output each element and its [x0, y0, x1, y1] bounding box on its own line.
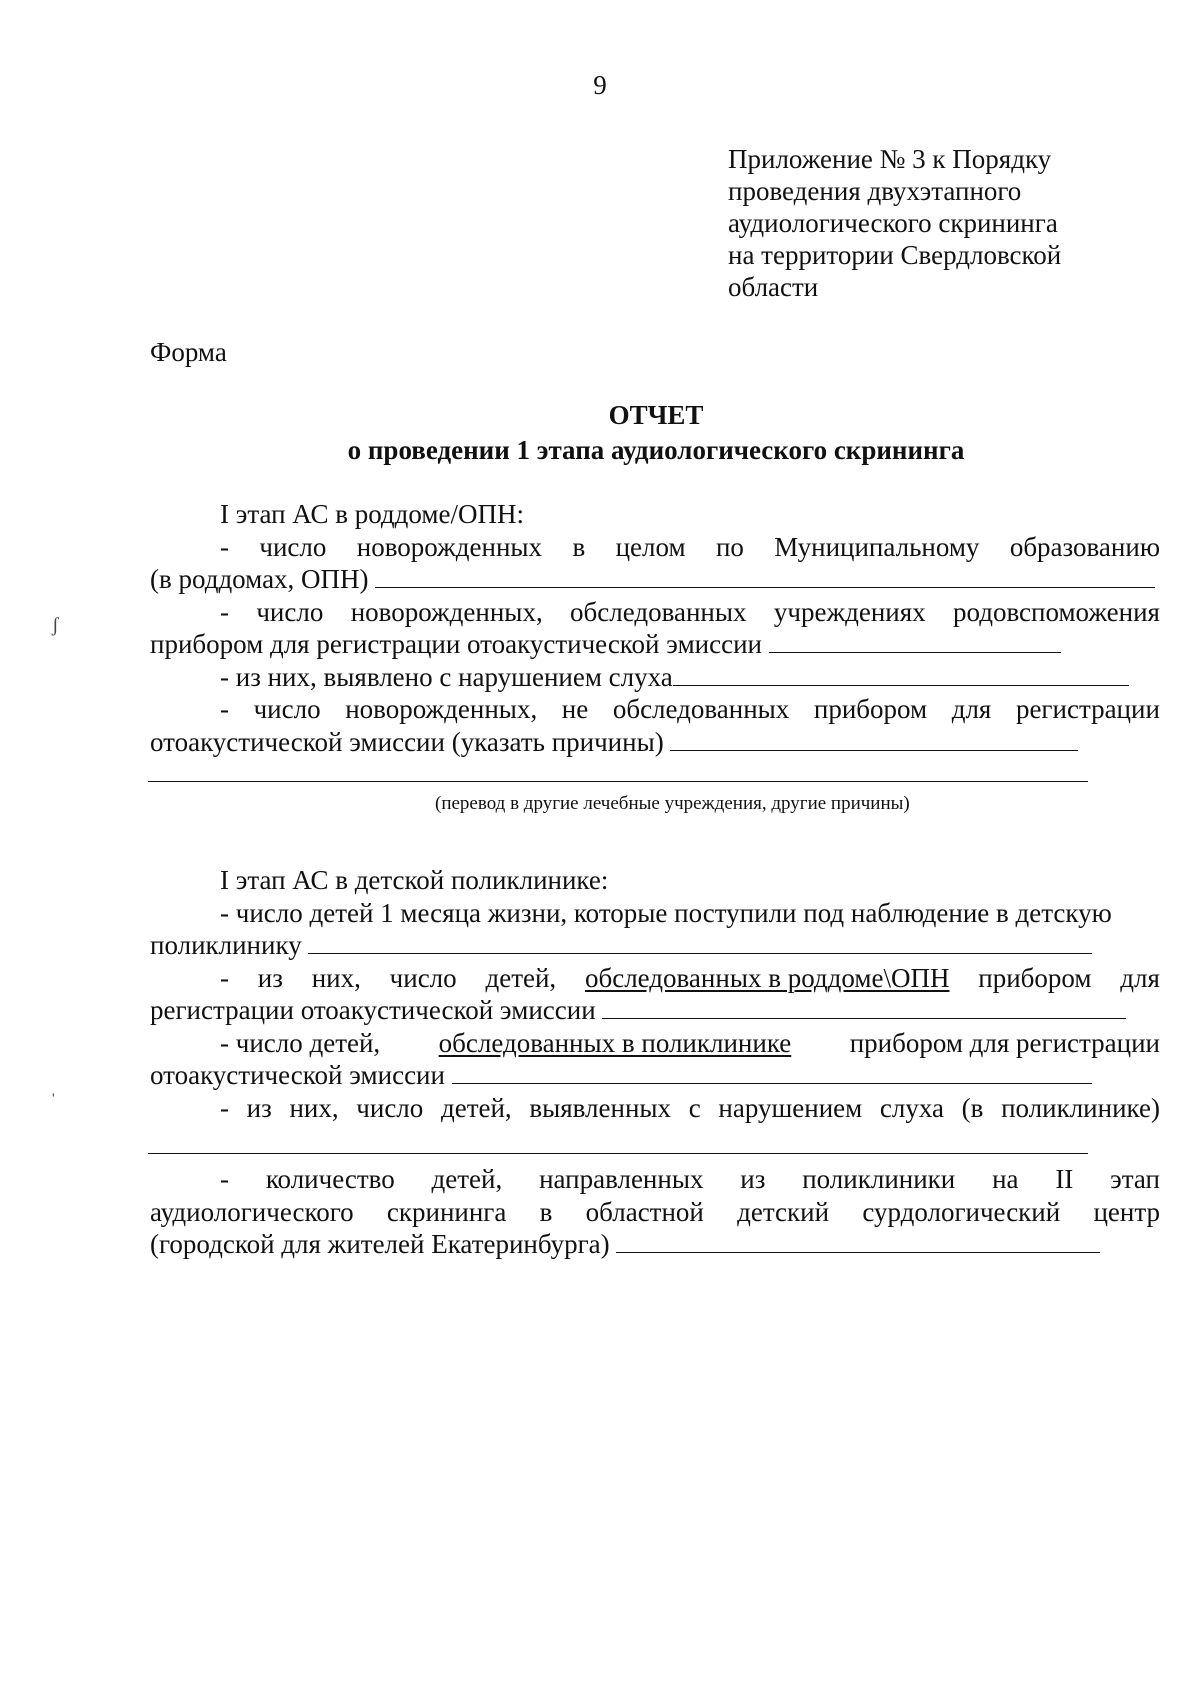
section-referral [150, 1163, 1160, 1261]
item-text: - число детей 1 месяца жизни, которые поступили под наблюдение в детскую [220, 897, 1112, 928]
appendix-line: аудиологического скрининга [728, 208, 1058, 238]
word: новорожденных, [345, 694, 538, 724]
answer-blank[interactable] [602, 998, 1126, 1019]
word: число [256, 596, 324, 627]
word: родовспоможения [952, 596, 1160, 627]
item-text: поликлинику [150, 930, 302, 960]
word: в [539, 1196, 553, 1227]
word: образованию [1009, 531, 1160, 562]
item-screened-polyclinic-line1 [150, 1027, 1160, 1060]
section-heading: I этап АС в роддоме/ОПН: [220, 499, 524, 529]
word: в [572, 531, 586, 562]
word: - [220, 1164, 229, 1194]
margin-mark: ʃ [52, 614, 59, 636]
item-text: (в роддомах, ОПН) [150, 564, 369, 594]
form-label: Форма [150, 337, 227, 367]
answer-blank-line[interactable] [148, 1153, 1088, 1154]
word: детей, [440, 1092, 512, 1123]
item-text: отоакустической эмиссии [150, 1060, 445, 1090]
word: целом [615, 531, 686, 562]
word: регистрации [1015, 694, 1160, 724]
word: сурдологический [862, 1196, 1061, 1227]
answer-blank-line[interactable] [148, 781, 1088, 782]
item-text: прибором для регистрации отоакустической эмиссии [150, 629, 762, 659]
word: число [356, 1092, 424, 1123]
word: из [257, 962, 283, 993]
answer-blank[interactable] [769, 632, 1061, 653]
section-maternity [150, 498, 1160, 758]
answer-blank[interactable] [452, 1063, 1092, 1084]
word: прибором [813, 694, 928, 724]
word: детей, [485, 962, 557, 993]
appendix-line: проведения двухэтапного [728, 176, 1022, 206]
item-text: отоакустической эмиссии (указать причины) [150, 726, 664, 757]
word: Муниципальному [774, 531, 980, 562]
word: направленных [539, 1164, 704, 1194]
item-newborns-screened-line2 [150, 628, 1160, 661]
word: аудиологического [150, 1196, 354, 1227]
word: с [688, 1092, 701, 1123]
word: прибором [978, 962, 1092, 993]
word: - [220, 1092, 229, 1123]
word: учреждениях [773, 596, 926, 627]
appendix-line: области [728, 272, 819, 302]
item-children-admitted-line1 [150, 897, 1160, 930]
item-referred-line2 [150, 1196, 1160, 1229]
appendix-line: Приложение № 3 к Порядку [728, 144, 1052, 174]
item-hearing-impaired [150, 661, 1160, 694]
word: поликлинике) [1001, 1092, 1160, 1123]
word: из [740, 1164, 766, 1194]
word: число [253, 694, 321, 724]
item-children-admitted-line2 [150, 929, 1160, 962]
section-heading: I этап АС в детской поликлинике: [220, 865, 609, 895]
item-text: - число детей, [220, 1027, 381, 1058]
item-not-screened-line2 [150, 726, 1160, 759]
word: областной [585, 1196, 704, 1227]
word: этап [1110, 1164, 1160, 1194]
word: не [561, 694, 589, 724]
word: нарушением [718, 1092, 863, 1123]
word: - [220, 596, 229, 627]
word: новорожденных [356, 531, 543, 562]
word: них, [289, 1092, 339, 1123]
word: - [220, 962, 229, 993]
underlined-phrase: обследованных в роддоме\ОПН [584, 962, 950, 993]
word: для [951, 694, 992, 724]
word: (в [961, 1092, 984, 1123]
item-referred-line1 [150, 1163, 1160, 1196]
word: них, [311, 962, 361, 993]
word: из [246, 1092, 272, 1123]
answer-blank[interactable] [670, 730, 1078, 751]
word: скрининга [386, 1196, 507, 1227]
reason-hint: (перевод в другие лечебные учреждения, другие причины) [435, 793, 910, 814]
word: новорожденных, [350, 596, 543, 627]
item-newborns-total-line2 [150, 563, 1160, 596]
word: - [220, 694, 229, 724]
answer-blank[interactable] [673, 665, 1129, 686]
word: число [389, 962, 457, 993]
item-text: - из них, выявлено с нарушением слуха [220, 661, 673, 692]
item-screened-maternity-line2 [150, 994, 1160, 1027]
item-text: регистрации отоакустической эмиссии [150, 995, 596, 1025]
item-newborns-screened-line1 [150, 596, 1160, 629]
word: II [1055, 1164, 1074, 1194]
word: центр [1093, 1196, 1160, 1227]
word: выявленных [529, 1092, 672, 1123]
page-number: 9 [593, 70, 607, 100]
answer-blank[interactable] [616, 1232, 1100, 1253]
word: детский [737, 1196, 830, 1227]
appendix-line: на территории Свердловской [728, 240, 1062, 270]
word: обследованных [570, 596, 747, 627]
answer-blank[interactable] [308, 933, 1092, 954]
word: на [992, 1164, 1019, 1194]
item-newborns-total-line1 [150, 531, 1160, 564]
word: детей, [431, 1164, 503, 1194]
word: для [1120, 962, 1160, 993]
item-screened-polyclinic-line2 [150, 1059, 1160, 1092]
word: - [220, 531, 229, 562]
answer-blank[interactable] [375, 567, 1155, 588]
appendix-note [728, 143, 1148, 303]
item-text: прибором для регистрации [849, 1027, 1160, 1058]
section-polyclinic [150, 864, 1160, 1124]
underlined-phrase: обследованных в поликлинике [438, 1027, 792, 1058]
word: по [715, 531, 744, 562]
word: количество [265, 1164, 395, 1194]
item-screened-maternity-line1 [150, 962, 1160, 995]
report-title: ОТЧЕТ [608, 400, 704, 430]
word: поликлиники [802, 1164, 956, 1194]
report-subtitle: о проведении 1 этапа аудиологического скрининга [347, 435, 965, 465]
word: слуха [879, 1092, 944, 1123]
margin-mark: ˌ [50, 1075, 57, 1097]
item-referred-line3 [150, 1228, 1160, 1261]
item-not-screened-line1 [150, 693, 1160, 726]
word: число [259, 531, 327, 562]
item-hearing-impaired-polyclinic [150, 1092, 1160, 1125]
word: обследованных [612, 694, 790, 724]
item-text: (городской для жителей Екатеринбурга) [150, 1229, 610, 1259]
